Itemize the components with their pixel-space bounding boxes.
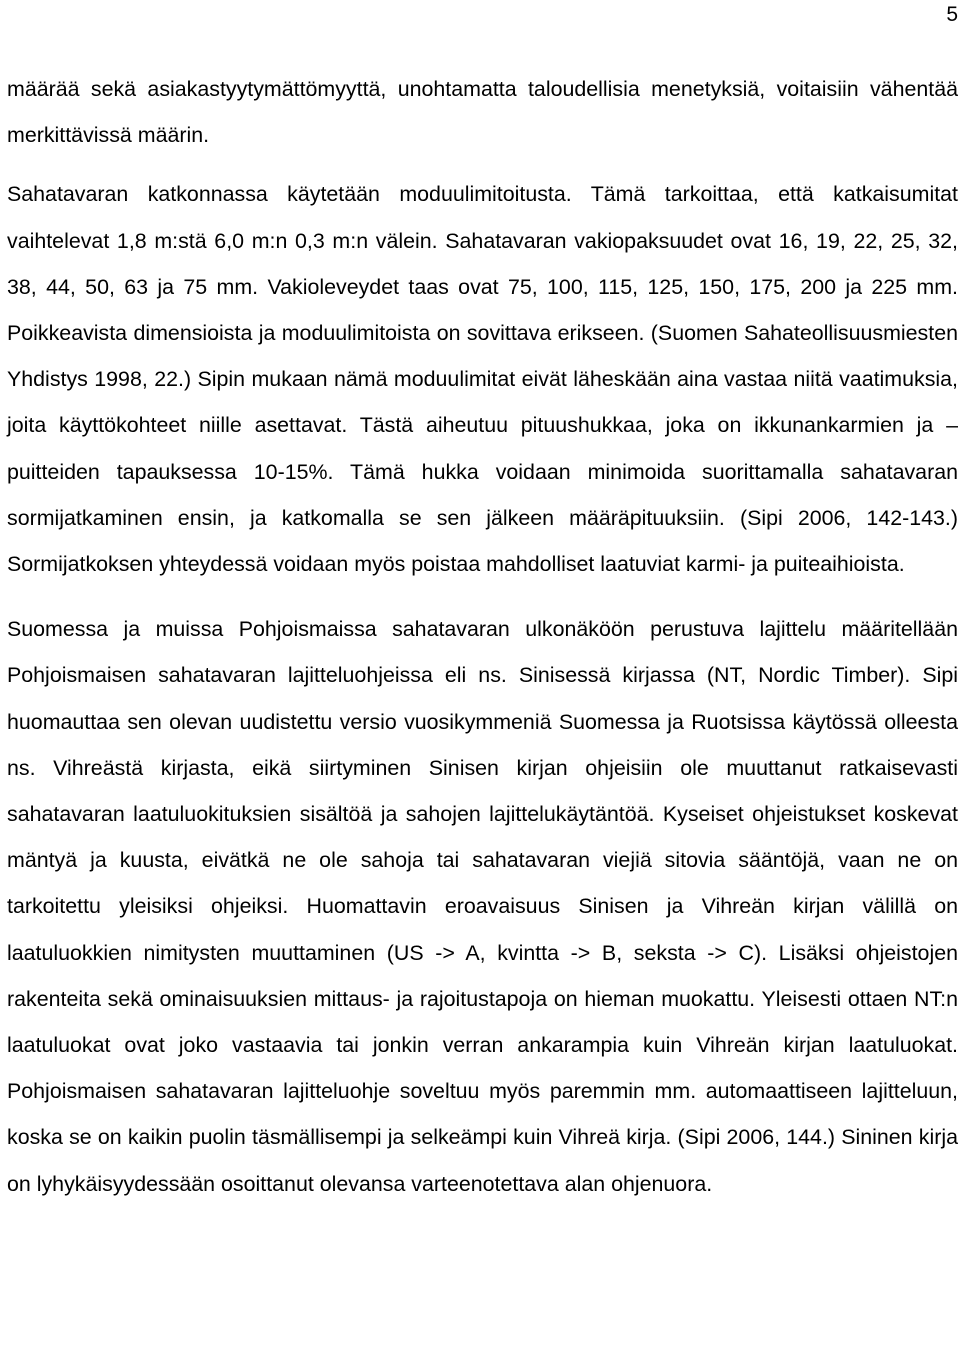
paragraph-1: määrää sekä asiakastyytymättömyyttä, unohtamatta taloudellisia menetyksiä, voitaisiin vähentää merkittävissä määrin. [7,77,958,148]
document-body [7,66,958,1207]
page-number: 5 [946,3,958,26]
paragraph-2: Sahatavaran katkonnassa käytetään moduulimitoitusta. Tämä tarkoittaa, että katkaisumitat vaihtelevat 1,8 m:stä 6,0 m:n 0,3 m:n välein. Sahatavaran vakiopaksuudet ovat 16, 19, 22, 25, 32, 38, 44, 50, 63 ja 75 mm. Vakioleveydet taas ovat 75, 100, 115, 125, 150, 175, 200 ja 225 mm. Poikkeavista dimensioista ja moduulimitoista on sovittava erikseen. (Suomen Sahateollisuusmiesten Yhdistys 1998, 22.) Sipin mukaan nämä moduulimitat eivät läheskään aina vastaa niitä vaatimuksia, joita käyttökohteet niille asettavat. Tästä aiheutuu pituushukkaa, joka on ikkunankarmien ja –puitteiden tapauksessa 10-15%. Tämä hukka voidaan minimoida suorittamalla sahatavaran sormijatkaminen ensin, ja katkomalla se sen jälkeen määräpituuksiin. (Sipi 2006, 142-143.) Sormijatkoksen yhteydessä voidaan myös poistaa mahdolliset laatuviat karmi- ja puiteaihioista. [7,182,958,577]
paragraph-3: Suomessa ja muissa Pohjoismaissa sahatavaran ulkonäköön perustuva lajittelu määritellään Pohjoismaisen sahatavaran lajitteluohjeissa eli ns. Sinisessä kirjassa (NT, Nordic Timber). Sipi huomauttaa sen olevan uudistettu versio vuosikymmeniä Suomessa ja Ruotsissa käytössä olleesta ns. Vihreästä kirjasta, eikä siirtyminen Sinisen kirjan ohjeisiin ole muuttanut ratkaisevasti sahatavaran laatuluokituksien sisältöä ja sahojen lajittelukäytäntöä. Kyseiset ohjeistukset koskevat mäntyä ja kuusta, eivätkä ne ole sahoja tai sahatavaran viejiä sitovia sääntöjä, vaan ne on tarkoitettu yleisiksi ohjeiksi. Huomattavin eroavaisuus Sinisen ja Vihreän kirjan välillä on laatuluokkien nimitysten muuttaminen (US -> A, kvintta -> B, seksta -> C). Lisäksi ohjeistojen rakenteita sekä ominaisuuksien mittaus- ja rajoitustapoja on hieman muokattu. Yleisesti ottaen NT:n laatuluokat ovat joko vastaavia tai jonkin verran ankarampia kuin Vihreän kirjan laatuluokat. Pohjoismaisen sahatavaran lajitteluohje soveltuu myös paremmin mm. automaattiseen lajitteluun, koska se on kaikin puolin täsmällisempi ja selkeämpi kuin Vihreä kirja. (Sipi 2006, 144.) Sininen kirja on lyhykäisyydessään osoittanut olevansa varteenotettava alan ohjenuora. [7,617,958,1196]
